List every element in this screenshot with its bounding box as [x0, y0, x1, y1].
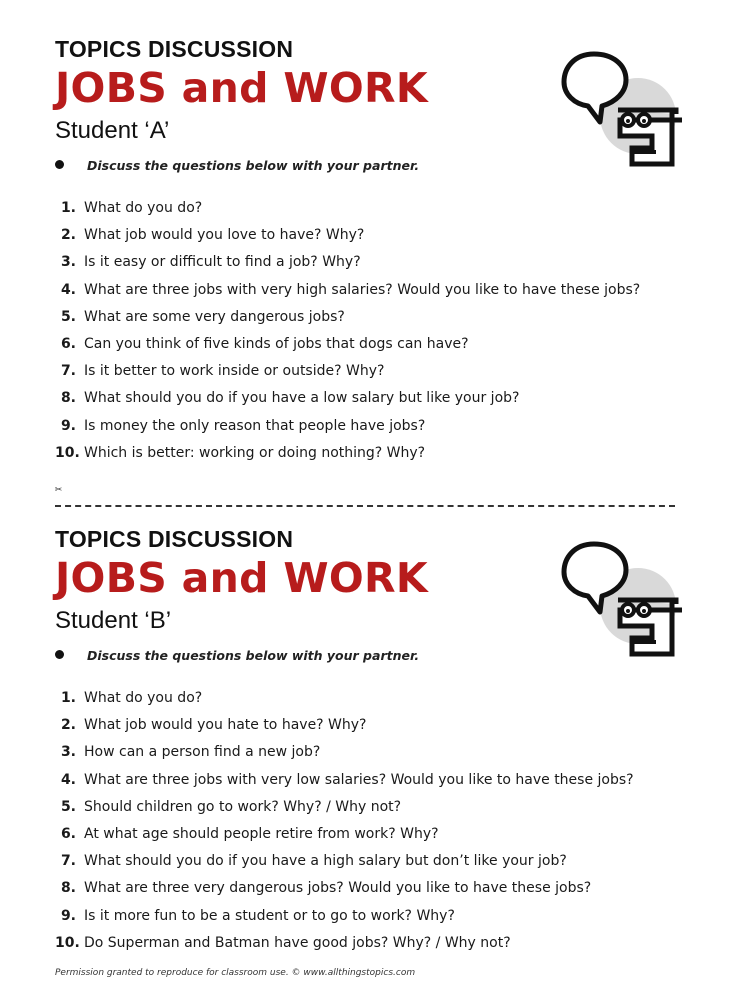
instruction — [55, 648, 419, 663]
speech-bubble-faces-icon — [560, 538, 690, 658]
list-item — [55, 742, 634, 769]
question-text: Is it more fun to be a student or to go to work? Why? — [84, 907, 455, 924]
question-number: 9. — [60, 417, 76, 434]
question-number: 3. — [60, 744, 76, 761]
list-item — [55, 280, 640, 307]
list-item — [55, 824, 634, 851]
worksheet-student-b — [0, 490, 736, 960]
bullet-icon — [55, 650, 64, 659]
list-item — [55, 334, 640, 361]
question-text: What should you do if you have a low salary but like your job? — [84, 390, 520, 407]
instruction-text: Discuss the questions below with your partner. — [87, 158, 420, 173]
question-text: Is money the only reason that people have jobs? — [84, 417, 426, 434]
question-number: 4. — [60, 771, 76, 788]
question-text: Which is better: working or doing nothing? Why? — [84, 444, 426, 461]
list-item — [55, 878, 634, 905]
question-text: Can you think of five kinds of jobs that dogs can have? — [84, 335, 469, 352]
question-number: 2. — [60, 717, 76, 734]
question-number: 2. — [60, 227, 76, 244]
question-text: What do you do? — [84, 690, 203, 706]
question-text: What are some very dangerous jobs? — [84, 308, 345, 325]
topics-heading: TOPICS DISCUSSION — [55, 36, 294, 62]
student-label: Student ‘B’ — [55, 607, 172, 634]
list-item — [55, 770, 634, 797]
question-text: What are three very dangerous jobs? Would you like to have these jobs? — [84, 880, 592, 897]
list-item — [55, 225, 640, 252]
question-number: 7. — [60, 363, 76, 380]
list-item — [55, 688, 634, 715]
list-item — [55, 797, 634, 824]
list-item — [55, 443, 640, 470]
list-item — [55, 851, 634, 878]
question-text: How can a person find a new job? — [84, 744, 321, 761]
question-text: What should you do if you have a high salary but don’t like your job? — [84, 853, 567, 870]
scissors-icon: ✂ — [55, 482, 63, 496]
question-number: 1. — [60, 200, 76, 216]
instruction — [55, 158, 419, 173]
list-item — [55, 307, 640, 334]
question-number: 1. — [60, 690, 76, 706]
student-label: Student ‘A’ — [55, 117, 170, 144]
question-text: Is it better to work inside or outside? Why? — [84, 363, 385, 380]
question-text: What are three jobs with very low salaries? Would you like to have these jobs? — [84, 771, 634, 788]
question-number: 6. — [60, 335, 76, 352]
question-text: At what age should people retire from work? Why? — [84, 825, 439, 842]
question-text: Should children go to work? Why? / Why not? — [84, 798, 402, 815]
worksheet-student-a — [0, 0, 736, 470]
copyright-footer: Permission granted to reproduce for classroom use. © www.allthingstopics.com — [55, 968, 416, 978]
list-item — [55, 361, 640, 388]
question-number: 10. — [55, 934, 80, 951]
question-text: Is it easy or difficult to find a job? Why? — [84, 254, 361, 271]
question-number: 7. — [60, 853, 76, 870]
worksheet-title: JOBS and WORK — [55, 554, 428, 602]
question-list — [55, 688, 634, 960]
bullet-icon — [55, 160, 64, 169]
question-text: What job would you love to have? Why? — [84, 227, 365, 244]
speech-bubble-faces-icon — [560, 48, 690, 168]
instruction-text: Discuss the questions below with your partner. — [87, 648, 420, 663]
question-number: 4. — [60, 281, 76, 298]
list-item — [55, 906, 634, 933]
list-item — [55, 715, 634, 742]
worksheet-title: JOBS and WORK — [55, 64, 428, 112]
list-item — [55, 198, 640, 225]
question-text: What do you do? — [84, 200, 203, 216]
question-number: 8. — [60, 390, 76, 407]
question-list — [55, 198, 640, 470]
question-number: 6. — [60, 825, 76, 842]
question-number: 3. — [60, 254, 76, 271]
list-item — [55, 252, 640, 279]
question-number: 8. — [60, 880, 76, 897]
list-item — [55, 416, 640, 443]
question-number: 5. — [60, 798, 76, 815]
question-number: 5. — [60, 308, 76, 325]
question-number: 9. — [60, 907, 76, 924]
topics-heading: TOPICS DISCUSSION — [55, 526, 294, 552]
list-item — [55, 388, 640, 415]
list-item — [55, 933, 634, 960]
question-number: 10. — [55, 444, 80, 461]
question-text: Do Superman and Batman have good jobs? Why? / Why not? — [84, 934, 511, 951]
question-text: What are three jobs with very high salaries? Would you like to have these jobs? — [84, 281, 641, 298]
question-text: What job would you hate to have? Why? — [84, 717, 367, 734]
